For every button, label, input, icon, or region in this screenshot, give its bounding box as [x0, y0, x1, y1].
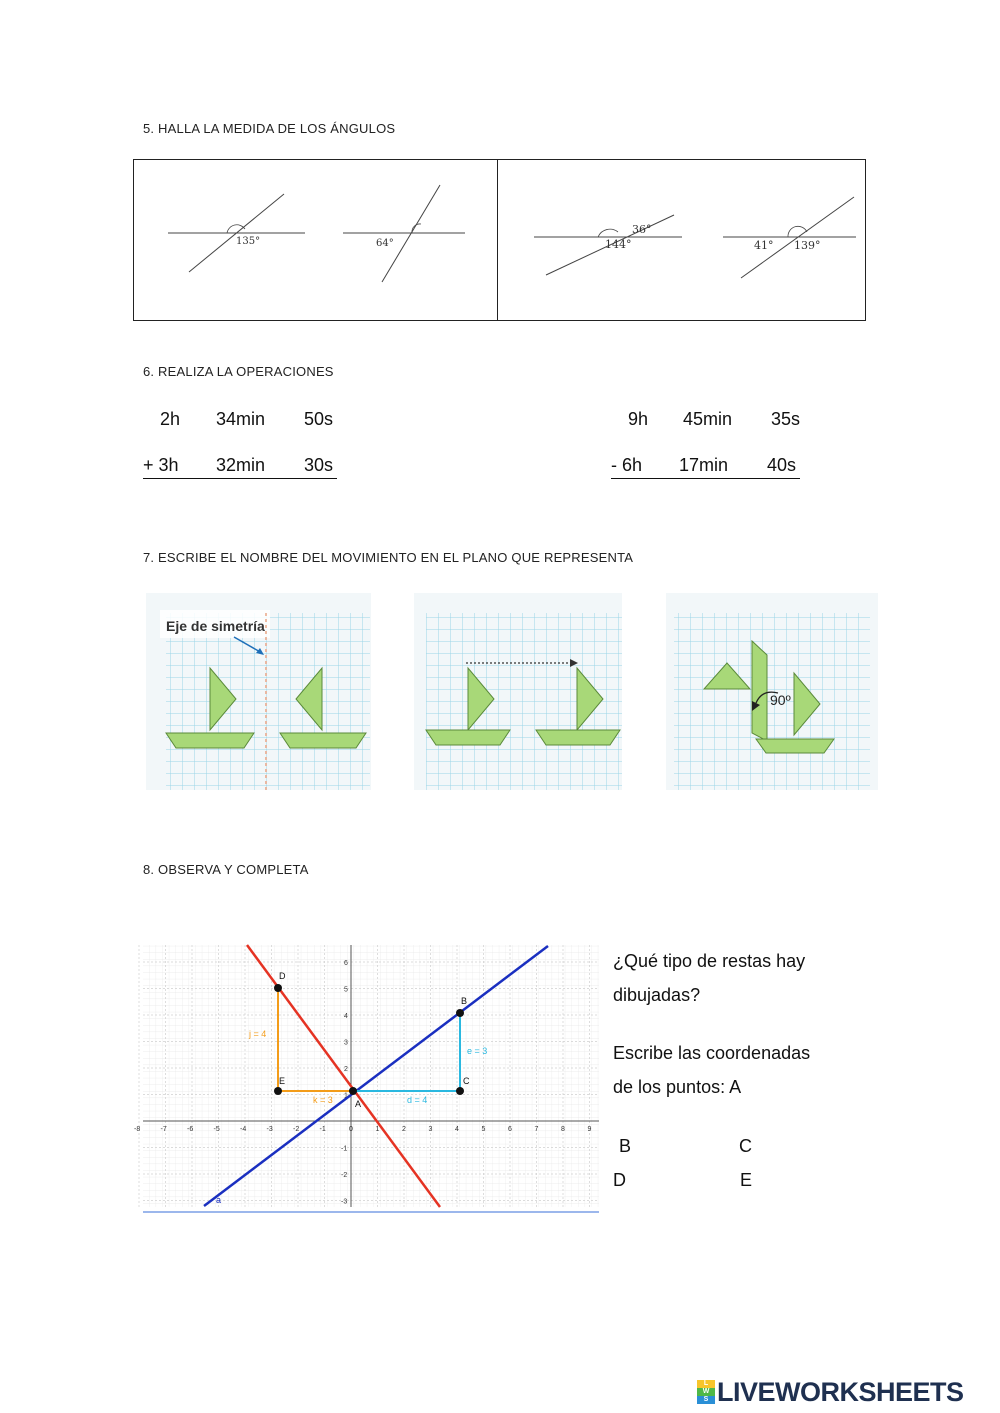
x-tick-label: 7: [534, 1126, 539, 1133]
x-tick-label: 3: [428, 1126, 433, 1133]
angle-label-36: 36°: [632, 223, 652, 236]
x-tick-label: 9: [587, 1126, 592, 1133]
left-r1-seconds: 50s: [304, 409, 334, 429]
x-tick-label: 6: [508, 1126, 512, 1133]
x-tick-label: -5: [213, 1126, 220, 1133]
x-tick-label: 0: [349, 1126, 353, 1133]
label-d: D: [279, 971, 286, 981]
graph-grid: [143, 945, 599, 1207]
label-b: B: [461, 996, 468, 1006]
angle-label-64: 64°: [376, 238, 394, 249]
liveworksheets-logo-icon: [697, 1380, 715, 1404]
y-tick-label: 3: [344, 1039, 348, 1047]
left-operation-row2: [143, 455, 337, 479]
y-tick-label: 1: [344, 1092, 348, 1100]
left-r2-minutes: 32min: [216, 455, 266, 475]
section-7-heading: 7. ESCRIBE EL NOMBRE DEL MOVIMIENTO EN EL PLANO QUE REPRESENTA: [143, 550, 634, 565]
point-c-answer-label: C: [739, 1136, 752, 1156]
reflection-panel: [146, 593, 371, 790]
y-tick-label: -1: [341, 1145, 348, 1153]
fig1-arc: [227, 225, 245, 233]
point-d-answer-label: D: [613, 1170, 626, 1190]
right-r1-hours: 9h: [628, 409, 649, 429]
label-c: C: [463, 1076, 470, 1086]
question-1-line-1: ¿Qué tipo de restas hay: [613, 951, 806, 971]
original-hull: [426, 730, 510, 745]
x-tick-label: 1: [375, 1126, 380, 1133]
badge-s: S: [697, 1396, 715, 1404]
label-k: k = 3: [313, 1095, 333, 1105]
symmetry-axis-label: Eje de simetría: [166, 618, 265, 634]
point-a: [349, 1087, 357, 1095]
coordinate-graph: [134, 945, 599, 1215]
right-r2-minutes: 17min: [679, 455, 729, 475]
point-b: [456, 1009, 464, 1017]
label-e-segment: e = 3: [467, 1046, 488, 1056]
right-r2-seconds: 40s: [767, 455, 797, 475]
x-tick-label: -7: [160, 1126, 167, 1133]
label-e: E: [279, 1076, 286, 1086]
section-5-heading: 5. HALLA LA MEDIDA DE LOS ÁNGULOS: [143, 121, 396, 136]
section-8-heading: 8. OBSERVA Y COMPLETA: [143, 862, 309, 877]
label-a: A: [355, 1099, 362, 1109]
section-6-heading: 6. REALIZA LA OPERACIONES: [143, 364, 334, 379]
left-r1-minutes: 34min: [216, 409, 266, 429]
rotation-panel: [666, 593, 878, 790]
x-tick-label: -8: [134, 1126, 141, 1133]
right-r1-minutes: 45min: [683, 409, 733, 429]
question-2-line-1: Escribe las coordenadas: [613, 1043, 811, 1063]
right-r2-hours: - 6h: [611, 455, 643, 475]
fig3-arc: [598, 229, 618, 237]
label-line-a: a: [216, 1195, 222, 1205]
badge-w: W: [697, 1388, 715, 1396]
question-1-line-2: dibujadas?: [613, 985, 701, 1005]
left-operation-row1: [143, 409, 343, 433]
point-d: [274, 984, 282, 992]
original-hull: [756, 739, 834, 753]
point-b-answer-label: B: [619, 1136, 632, 1156]
angle-label-41: 41°: [754, 239, 774, 252]
y-tick-label: 6: [344, 960, 348, 967]
x-tick-label: -3: [266, 1126, 273, 1133]
angles-figure: [134, 160, 865, 320]
x-tick-label: 5: [481, 1126, 486, 1133]
question-1: [613, 944, 805, 1012]
grid: [166, 613, 370, 790]
left-r1-hours: 2h: [160, 409, 181, 429]
left-r2-seconds: 30s: [304, 455, 334, 475]
y-tick-label: -3: [341, 1198, 348, 1206]
question-2-line-2: de los puntos: A: [613, 1077, 742, 1097]
point-e-answer-label: E: [740, 1170, 753, 1190]
x-tick-label: -4: [240, 1126, 247, 1133]
y-tick-label: 4: [344, 1013, 348, 1020]
translation-panel: [414, 593, 622, 790]
right-r1-seconds: 35s: [771, 409, 801, 429]
x-tick-label: -1: [319, 1126, 326, 1133]
y-tick-label: 5: [344, 986, 348, 994]
angle-label-139: 139°: [794, 239, 821, 252]
y-tick-label: -2: [341, 1172, 348, 1179]
right-operation-row1: [611, 409, 811, 433]
x-tick-label: -2: [293, 1126, 300, 1133]
badge-l: L: [697, 1380, 715, 1388]
right-operation-row2: [611, 455, 800, 479]
fig4-arc: [788, 226, 807, 237]
left-hull: [166, 733, 254, 748]
left-r2-hours: + 3h: [143, 455, 179, 475]
label-d-segment: d = 4: [407, 1095, 428, 1105]
liveworksheets-brand: LIVEWORKSHEETS: [717, 1377, 964, 1407]
question-2: [613, 1036, 810, 1104]
right-hull: [280, 733, 366, 748]
x-tick-label: 2: [402, 1126, 406, 1133]
label-j: j = 4: [249, 1029, 267, 1039]
rotation-angle-label: 90º: [770, 692, 791, 708]
angle-label-135: 135°: [236, 236, 261, 247]
angles-table: [133, 159, 866, 321]
y-tick-label: 2: [344, 1066, 348, 1073]
x-tick-label: 4: [455, 1126, 459, 1133]
x-tick-label: -6: [187, 1126, 194, 1133]
point-c: [456, 1087, 464, 1095]
point-e: [274, 1087, 282, 1095]
x-tick-label: 8: [561, 1126, 565, 1133]
translated-hull: [536, 730, 620, 745]
angle-label-144: 144°: [605, 238, 632, 251]
rotated-hull: [752, 641, 767, 741]
